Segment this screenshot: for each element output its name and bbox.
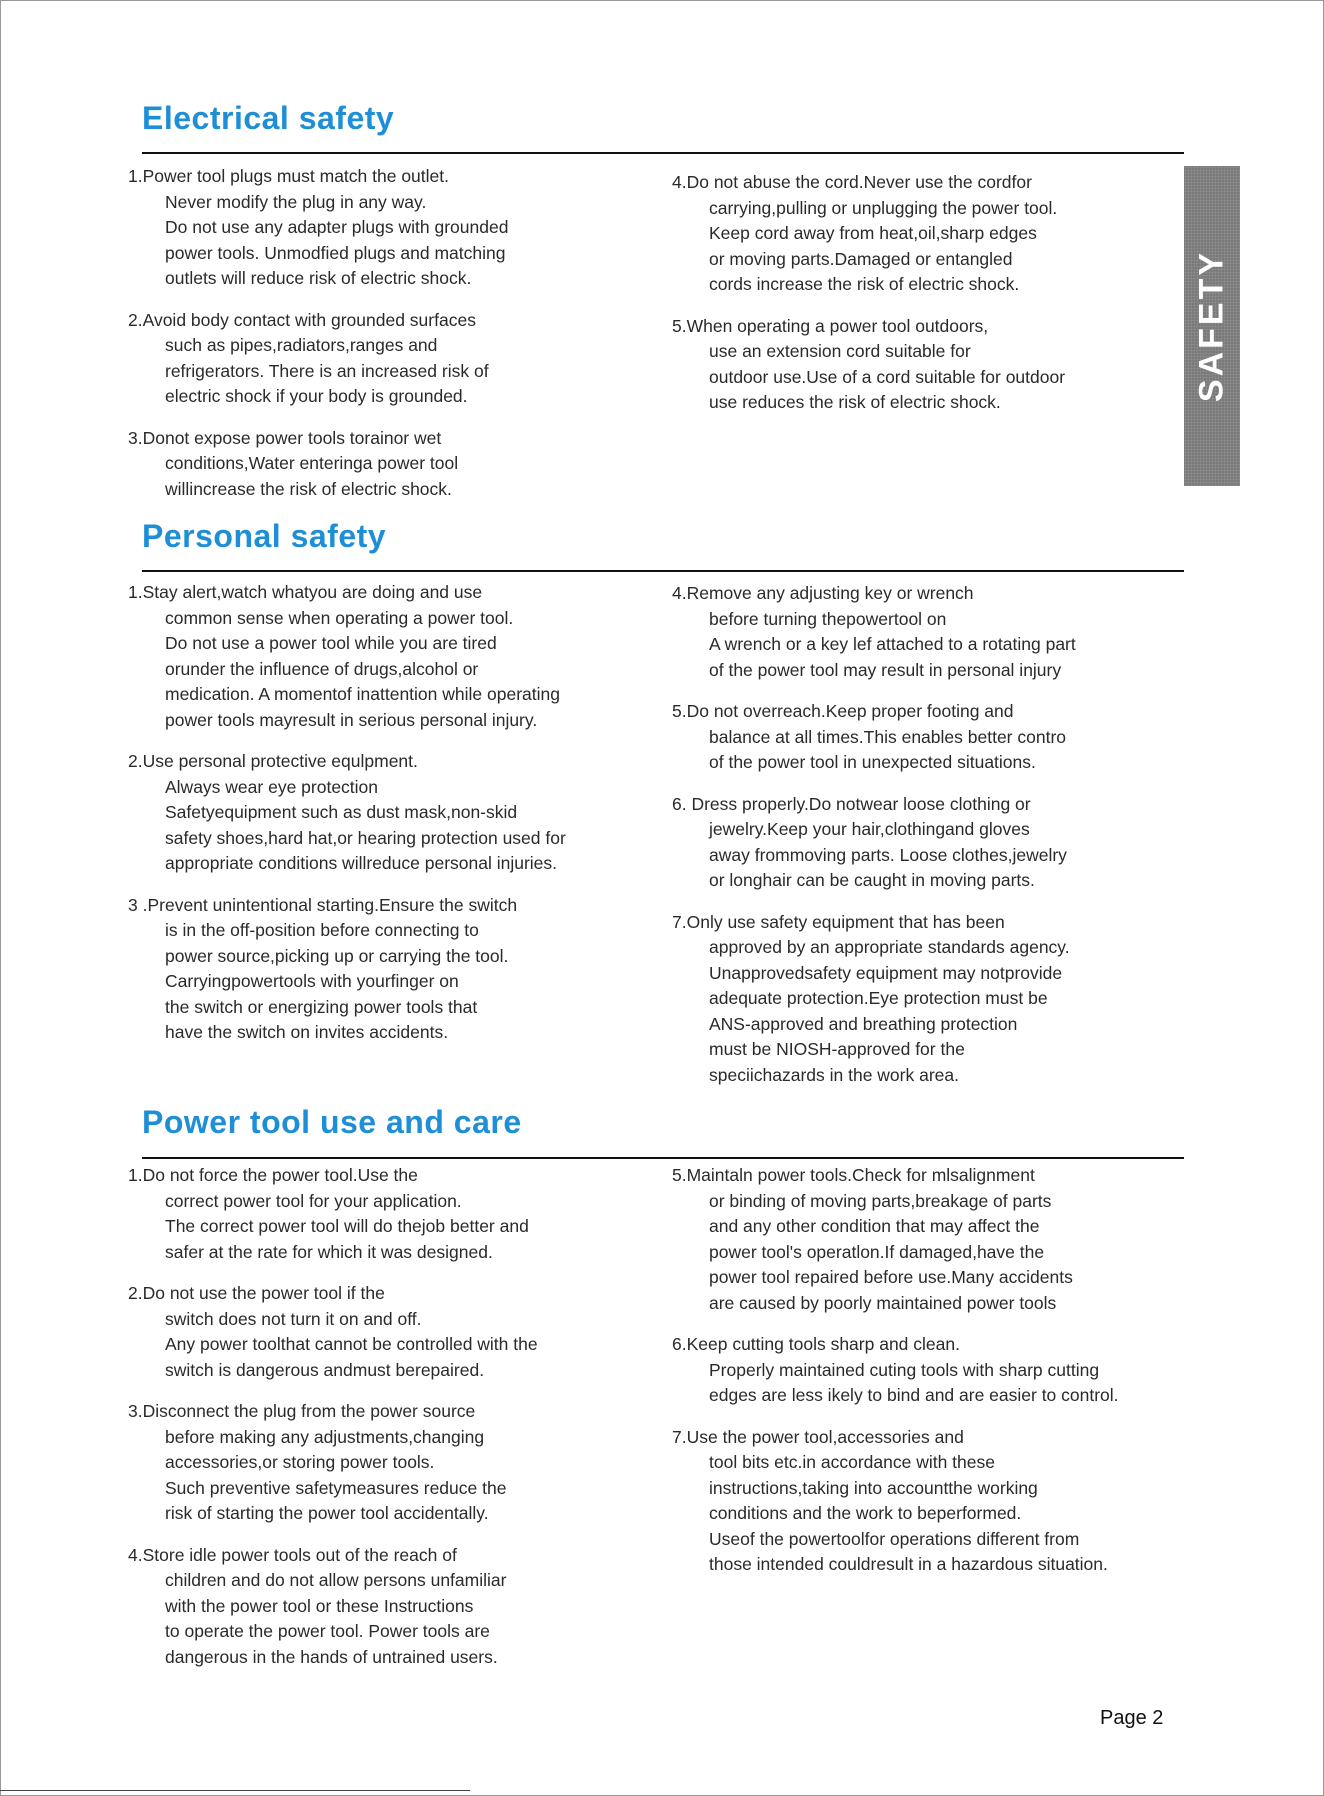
item-line: safer at the rate for which it was designed.	[165, 1241, 493, 1262]
item-line: power tools mayresult in serious personal injury.	[165, 709, 538, 730]
list-item	[128, 426, 648, 503]
section-heading-electrical-safety: Electrical safety	[142, 100, 395, 136]
item-first-line: 4.Do not abuse the cord.Never use the cordfor	[672, 172, 1032, 192]
item-first-line: 2.Avoid body contact with grounded surfaces	[128, 309, 476, 330]
item-line: The correct power tool will do thejob better and	[165, 1216, 529, 1236]
item-line: approved by an appropriate standards agency.	[709, 937, 1070, 957]
list-item	[128, 308, 648, 410]
left-column-power-tool	[128, 1163, 648, 1686]
item-first-line: 5.When operating a power tool outdoors,	[672, 315, 989, 336]
item-first-line: 3 .Prevent unintentional starting.Ensure the switch	[128, 894, 518, 915]
item-first-line: 5.Do not overreach.Keep proper footing and	[672, 701, 1014, 721]
item-line: edges are less ikely to bind and are easier to control.	[709, 1385, 1119, 1405]
item-first-line: 5.Maintaln power tools.Check for mlsalignment	[672, 1165, 1035, 1185]
item-line: power tool's operatlon.If damaged,have the	[709, 1241, 1045, 1262]
item-line: use reduces the risk of electric shock.	[709, 392, 1001, 412]
item-line: refrigerators. There is an increased risk of	[165, 360, 489, 381]
side-tab-label: SAFETY	[1192, 249, 1231, 403]
item-first-line: 2.Do not use the power tool if the	[128, 1283, 385, 1303]
list-item	[672, 699, 1192, 776]
item-first-line: 1.Do not force the power tool.Use the	[128, 1165, 418, 1185]
item-line: correct power tool for your application.	[165, 1190, 462, 1211]
list-item	[672, 1163, 1192, 1316]
item-line: and any other condition that may affect the	[709, 1216, 1040, 1236]
item-line: switch does not turn it on and off.	[165, 1308, 422, 1329]
item-line: use an extension cord suitable for	[709, 341, 971, 361]
item-line: have the switch on invites accidents.	[165, 1022, 449, 1042]
side-tab	[1184, 166, 1240, 486]
item-line: those intended couldresult in a hazardous situation.	[709, 1554, 1108, 1574]
item-line: or moving parts.Damaged or entangled	[709, 248, 1013, 269]
item-line: Properly maintained cuting tools with sharp cutting	[709, 1359, 1100, 1380]
item-line: tool bits etc.in accordance with these	[709, 1452, 995, 1472]
list-item	[672, 1332, 1192, 1409]
list-item	[672, 581, 1192, 683]
item-line: of the power tool may result in personal injury	[709, 659, 1062, 680]
item-line: adequate protection.Eye protection must be	[709, 988, 1048, 1008]
item-line: Useof the powertoolfor operations different from	[709, 1528, 1080, 1549]
section-rule	[142, 1157, 1184, 1159]
item-first-line: 1.Power tool plugs must match the outlet.	[128, 166, 449, 186]
item-line: orunder the influence of drugs,alcohol or	[165, 658, 479, 679]
item-line: appropriate conditions willreduce personal injuries.	[165, 853, 558, 873]
item-line: power source,picking up or carrying the tool.	[165, 945, 509, 966]
item-line: Any power toolthat cannot be controlled with the	[165, 1334, 538, 1354]
bottom-edge-line	[0, 1790, 470, 1791]
item-line: medication. A momentof inattention while operating	[165, 684, 560, 704]
item-line: accessories,or storing power tools.	[165, 1452, 435, 1472]
left-column-personal	[128, 580, 648, 1062]
item-line: away frommoving parts. Loose clothes,jewelry	[709, 844, 1067, 865]
item-line: of the power tool in unexpected situations.	[709, 752, 1036, 772]
item-line: Such preventive safetymeasures reduce the	[165, 1477, 507, 1498]
item-line: cords increase the risk of electric shock.	[709, 274, 1020, 294]
list-item	[672, 792, 1192, 894]
item-first-line: 4.Store idle power tools out of the reach of	[128, 1544, 457, 1565]
item-line: safety shoes,hard hat,or hearing protection used for	[165, 827, 566, 848]
item-line: children and do not allow persons unfamiliar	[165, 1570, 507, 1590]
list-item	[128, 1281, 648, 1383]
item-line: conditions,Water enteringa power tool	[165, 453, 459, 473]
list-item	[672, 1425, 1192, 1578]
item-line: Do not use any adapter plugs with grounded	[165, 217, 509, 237]
item-line: conditions and the work to beperformed.	[709, 1503, 1022, 1523]
item-line: Never modify the plug in any way.	[165, 191, 427, 212]
item-line: outlets will reduce risk of electric shock.	[165, 268, 472, 288]
item-first-line: 3.Disconnect the plug from the power source	[128, 1401, 476, 1421]
right-column-power-tool	[672, 1163, 1192, 1594]
item-line: outdoor use.Use of a cord suitable for outdoor	[709, 366, 1066, 387]
item-line: Unapprovedsafety equipment may notprovide	[709, 962, 1063, 983]
item-first-line: 7.Only use safety equipment that has been	[672, 911, 1005, 932]
item-line: are caused by poorly maintained power tools	[709, 1292, 1057, 1313]
item-line: before turning thepowertool on	[709, 608, 947, 629]
item-line: is in the off-position before connecting to	[165, 920, 479, 940]
item-line: with the power tool or these Instructions	[165, 1595, 474, 1616]
item-line: jewelry.Keep your hair,clothingand gloves	[709, 819, 1030, 839]
section-heading-personal-safety: Personal safety	[142, 518, 387, 554]
item-line: or binding of moving parts,breakage of parts	[709, 1190, 1052, 1211]
item-line: to operate the power tool. Power tools are	[165, 1621, 490, 1641]
item-line: dangerous in the hands of untrained users.	[165, 1646, 498, 1667]
section-heading-power-tool-use: Power tool use and care	[142, 1104, 522, 1140]
list-item	[128, 1163, 648, 1265]
item-first-line: 2.Use personal protective equlpment.	[128, 751, 418, 771]
item-first-line: 4.Remove any adjusting key or wrench	[672, 583, 974, 603]
page-number: Page 2	[1100, 1707, 1164, 1729]
item-first-line: 6.Keep cutting tools sharp and clean.	[672, 1334, 960, 1354]
item-line: instructions,taking into accountthe working	[709, 1477, 1038, 1498]
item-line: A wrench or a key lef attached to a rotating part	[709, 634, 1076, 654]
section-rule	[142, 152, 1184, 154]
left-column-electrical	[128, 164, 648, 518]
item-first-line: 7.Use the power tool,accessories and	[672, 1426, 964, 1447]
item-line: Keep cord away from heat,oil,sharp edges	[709, 223, 1037, 243]
list-item	[128, 893, 648, 1046]
item-line: ANS-approved and breathing protection	[709, 1013, 1018, 1034]
right-column-personal	[672, 581, 1192, 1104]
item-line: balance at all times.This enables better contro	[709, 726, 1066, 747]
item-line: switch is dangerous andmust berepaired.	[165, 1359, 485, 1380]
list-item	[128, 1399, 648, 1527]
list-item	[672, 314, 1192, 416]
right-column-electrical	[672, 170, 1192, 432]
item-line: electric shock if your body is grounded.	[165, 386, 468, 406]
item-line: Do not use a power tool while you are tired	[165, 633, 497, 653]
item-line: risk of starting the power tool accidentally.	[165, 1503, 489, 1523]
item-line: must be NIOSH-approved for the	[709, 1039, 965, 1059]
item-line: carrying,pulling or unplugging the power tool.	[709, 197, 1058, 218]
item-line: common sense when operating a power tool.	[165, 607, 514, 628]
item-line: such as pipes,radiators,ranges and	[165, 335, 438, 355]
list-item	[128, 1543, 648, 1671]
item-line: before making any adjustments,changing	[165, 1426, 485, 1447]
item-line: power tools. Unmodfied plugs and matching	[165, 242, 506, 263]
item-first-line: 1.Stay alert,watch whatyou are doing and use	[128, 582, 483, 602]
item-line: speciichazards in the work area.	[709, 1064, 959, 1085]
item-first-line: 6. Dress properly.Do notwear loose clothing or	[672, 793, 1031, 814]
item-line: Carryingpowertools with yourfinger on	[165, 971, 459, 991]
item-line: the switch or energizing power tools that	[165, 996, 478, 1017]
list-item	[128, 749, 648, 877]
list-item	[128, 580, 648, 733]
item-line: power tool repaired before use.Many accidents	[709, 1267, 1073, 1287]
list-item	[128, 164, 648, 292]
list-item	[672, 910, 1192, 1089]
section-rule	[142, 570, 1184, 572]
item-line: or longhair can be caught in moving parts.	[709, 870, 1035, 890]
item-line: willincrease the risk of electric shock.	[165, 478, 452, 499]
item-line: Always wear eye protection	[165, 776, 379, 797]
list-item	[672, 170, 1192, 298]
item-line: Safetyequipment such as dust mask,non-skid	[165, 802, 518, 822]
item-first-line: 3.Donot expose power tools torainor wet	[128, 427, 442, 448]
